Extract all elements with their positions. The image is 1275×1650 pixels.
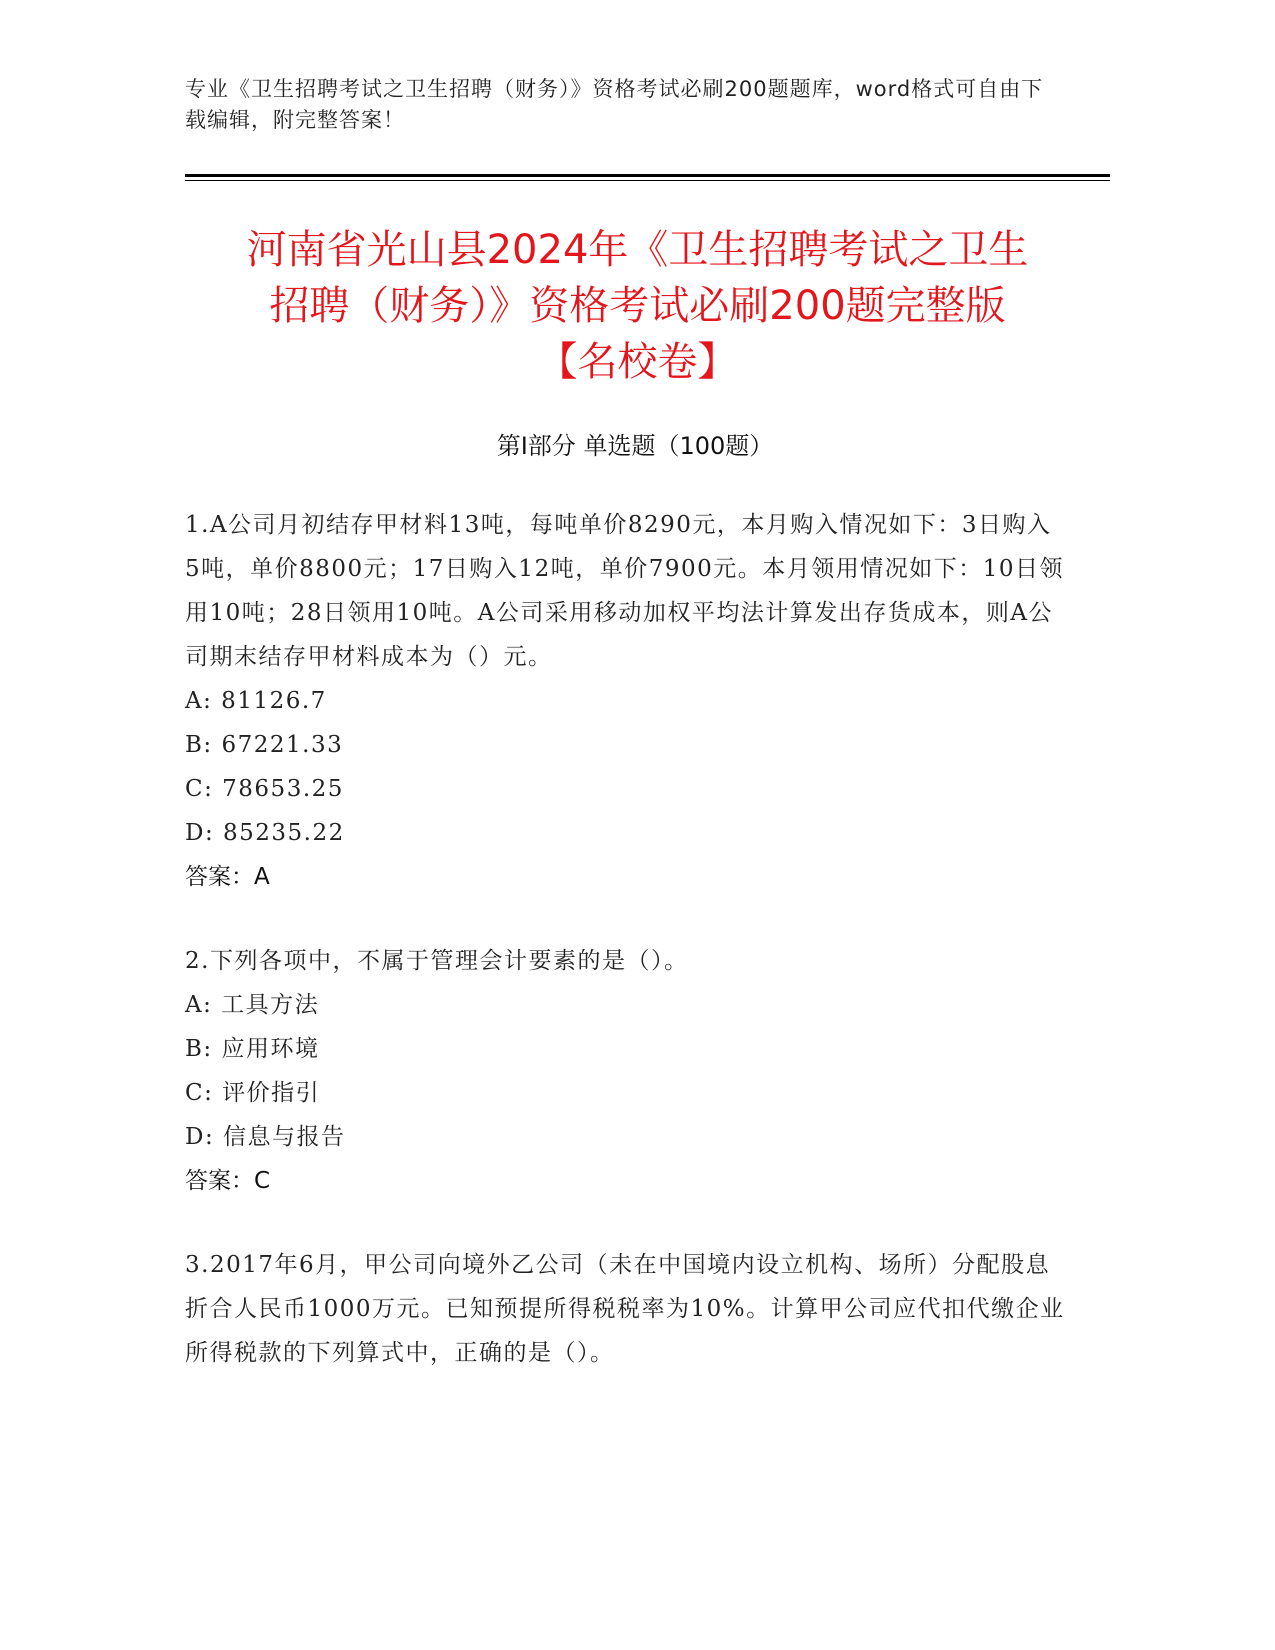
option-c: C: 78653.25 (185, 776, 344, 802)
question-3 (185, 1243, 1065, 1375)
header-divider-thick (185, 174, 1110, 177)
document-title-line-3: 【名校卷】 (537, 339, 738, 385)
option-c: C: 评价指引 (185, 1080, 321, 1106)
question-stem: 2.下列各项中，不属于管理会计要素的是（）。 (185, 948, 689, 974)
answer-label: 答案：C (185, 1168, 271, 1194)
header-note: 专业《卫生招聘考试之卫生招聘（财务）》资格考试必刷200题题库，word格式可自由下载编辑，附完整答案！ (185, 77, 1044, 132)
question-2 (185, 939, 1065, 1203)
option-d: D: 85235.22 (185, 820, 345, 846)
question-stem: 3.2017年6月，甲公司向境外乙公司（未在中国境内设立机构、场所）分配股息折合人民币1000万元。已知预提所得税税率为10%。计算甲公司应代扣代缴企业所得税款的下列算式中，正确的是（）。 (185, 1252, 1065, 1366)
header-divider-thin (185, 180, 1110, 181)
question-1 (185, 503, 1065, 899)
option-a: A: 工具方法 (185, 992, 320, 1018)
question-list (185, 503, 1065, 1415)
option-a: A: 81126.7 (185, 688, 327, 714)
document-title-line-2: 招聘（财务）》资格考试必刷200题完整版 (269, 283, 1006, 329)
section-heading: 第Ⅰ部分 单选题（100题） (496, 432, 774, 460)
question-stem: 1.A公司月初结存甲材料13吨，每吨单价8290元，本月购入情况如下：3日购入5吨，单价8800元；17日购入12吨，单价7900元。本月领用情况如下：10日领用10吨；28日领用10吨。A公司采用移动加权平均法计算发出存货成本，则A公司期末结存甲材料成本为（）元。 (185, 512, 1064, 670)
answer-label: 答案：A (185, 864, 270, 890)
option-b: B: 应用环境 (185, 1036, 320, 1062)
document-title (150, 222, 1125, 390)
option-b: B: 67221.33 (185, 732, 344, 758)
document-title-line-1: 河南省光山县2024年《卫生招聘考试之卫生 (246, 227, 1029, 273)
option-d: D: 信息与报告 (185, 1124, 346, 1150)
